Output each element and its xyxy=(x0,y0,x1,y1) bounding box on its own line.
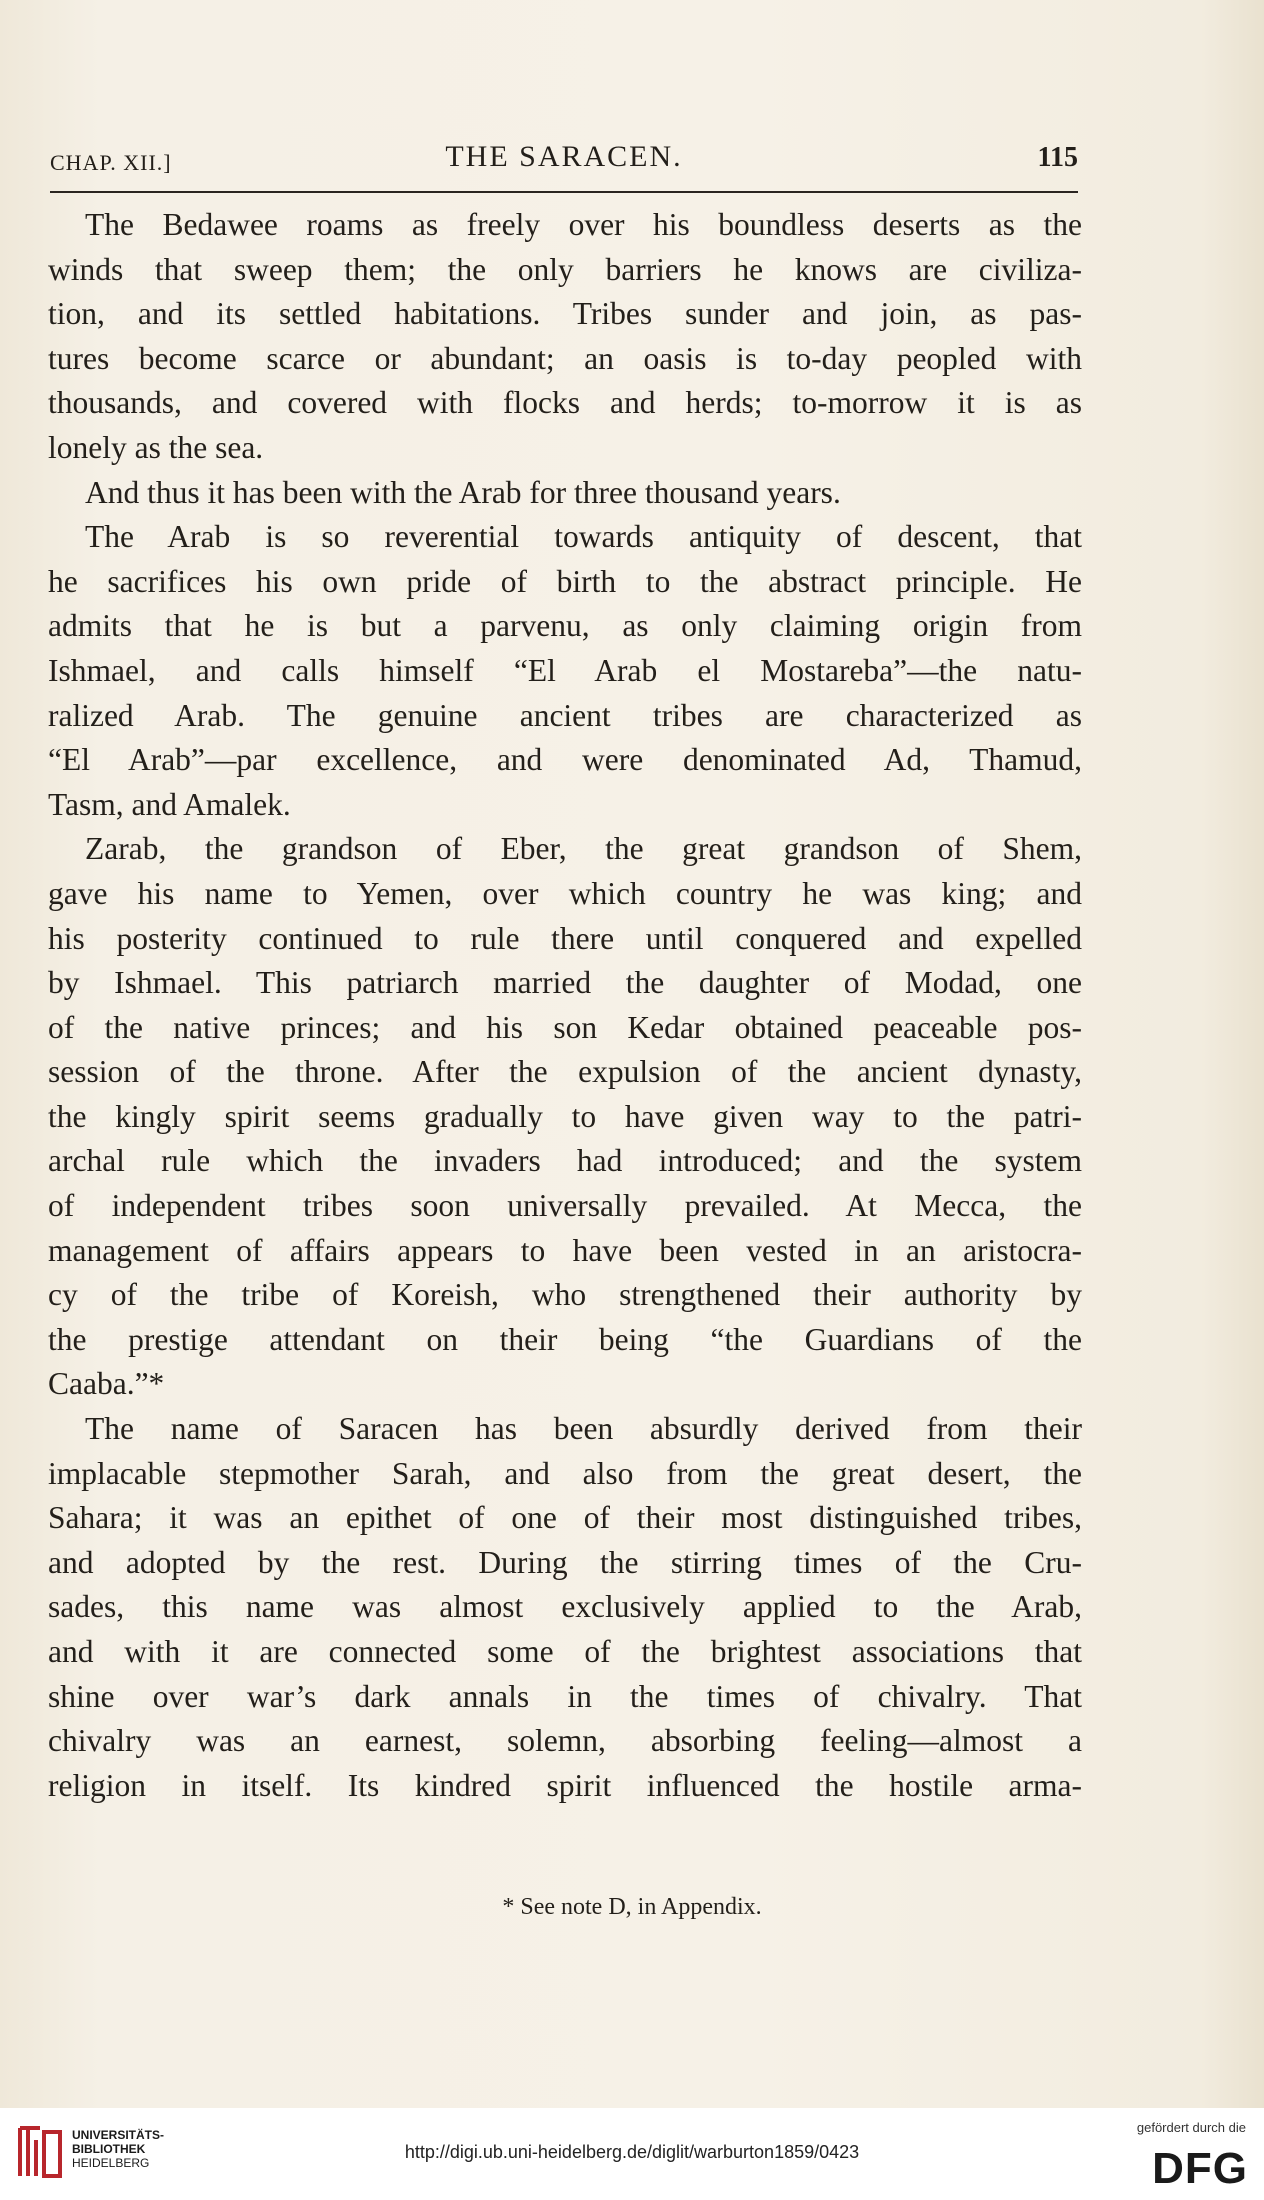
text-line: he sacrifices his own pride of birth to the abstract principle. He xyxy=(48,563,1082,599)
text-line: The Arab is so reverential towards antiquity of descent, that xyxy=(85,519,1082,555)
text-line: Sahara; it was an epithet of one of their most distinguished tribes, xyxy=(48,1500,1082,1536)
text-line: of independent tribes soon universally prevailed. At Mecca, the xyxy=(48,1188,1082,1224)
body-text xyxy=(48,203,1082,1808)
text-line: Tasm, and Amalek. xyxy=(48,786,291,822)
text-line: and adopted by the rest. During the stirring times of the Cru- xyxy=(48,1544,1082,1580)
footnote: * See note D, in Appendix. xyxy=(502,1894,762,1920)
text-line: session of the throne. After the expulsion of the ancient dynasty, xyxy=(48,1054,1082,1090)
text-line: ralized Arab. The genuine ancient tribes are characterized as xyxy=(48,697,1082,733)
permalink-url[interactable]: http://digi.ub.uni-heidelberg.de/diglit/warburton1859/0423 xyxy=(404,2142,860,2162)
text-line: the kingly spirit seems gradually to have given way to the patri- xyxy=(48,1098,1082,1134)
text-line: management of affairs appears to have been vested in an aristocra- xyxy=(48,1232,1082,1268)
page-title: THE SARACEN. xyxy=(445,140,683,173)
paragraph xyxy=(48,827,1082,872)
running-header xyxy=(50,140,1078,184)
text-line: sades, this name was almost exclusively applied to the Arab, xyxy=(48,1589,1082,1625)
paragraph xyxy=(48,471,1082,516)
text-line: shine over war’s dark annals in the times of chivalry. That xyxy=(48,1678,1082,1714)
text-line: thousands, and covered with flocks and herds; to-morrow it is as xyxy=(48,385,1082,421)
text-line: and with it are connected some of the brightest associations that xyxy=(48,1634,1082,1669)
text-line: lonely as the sea. xyxy=(48,429,264,465)
text-line: religion in itself. Its kindred spirit influenced the hostile arma- xyxy=(48,1767,1082,1803)
paragraph xyxy=(48,1407,1082,1452)
chapter-label: CHAP. XII.] xyxy=(50,150,172,175)
text-line: by Ishmael. This patriarch married the daughter of Modad, one xyxy=(48,965,1082,1001)
paragraph xyxy=(48,515,1082,560)
header-rule xyxy=(50,191,1078,193)
library-name-line: BIBLIOTHEK xyxy=(72,2142,146,2156)
text-line: archal rule which the invaders had introduced; and the system xyxy=(48,1143,1082,1179)
text-line: implacable stepmother Sarah, and also from the great desert, the xyxy=(48,1455,1082,1491)
text-line: tures become scarce or abundant; an oasis is to-day peopled with xyxy=(48,340,1082,376)
dfg-logo: DFG xyxy=(1152,2144,1248,2193)
text-line: “El Arab”—par excellence, and were denominated Ad, Thamud, xyxy=(48,742,1082,778)
text-line: tion, and its settled habitations. Tribes sunder and join, as pas- xyxy=(48,296,1082,332)
text-line: The Bedawee roams as freely over his boundless deserts as the xyxy=(85,207,1082,242)
text-line: Zarab, the grandson of Eber, the great grandson of Shem, xyxy=(85,831,1082,867)
text-line: winds that sweep them; the only barriers he knows are civiliza- xyxy=(48,251,1082,287)
text-line: the prestige attendant on their being “the Guardians of the xyxy=(48,1321,1082,1357)
text-line: And thus it has been with the Arab for three thousand years. xyxy=(85,474,841,510)
funding-label: gefördert durch die xyxy=(1136,2120,1246,2135)
paragraph xyxy=(48,203,1082,248)
text-line: Ishmael, and calls himself “El Arab el Mostareba”—the natu- xyxy=(48,652,1082,688)
page-number: 115 xyxy=(1037,142,1078,173)
text-line: admits that he is but a parvenu, as only claiming origin from xyxy=(48,608,1082,644)
text-line: cy of the tribe of Koreish, who strengthened their authority by xyxy=(48,1277,1082,1313)
text-line: The name of Saracen has been absurdly derived from their xyxy=(85,1411,1082,1447)
text-line: Caaba.”* xyxy=(48,1366,165,1402)
text-line: of the native princes; and his son Kedar obtained peaceable pos- xyxy=(48,1009,1082,1045)
library-name-line: HEIDELBERG xyxy=(72,2156,150,2170)
text-line: chivalry was an earnest, solemn, absorbing feeling—almost a xyxy=(48,1723,1082,1759)
digitization-footer xyxy=(0,2108,1264,2200)
text-line: gave his name to Yemen, over which country he was king; and xyxy=(48,875,1082,911)
text-line: his posterity continued to rule there until conquered and expelled xyxy=(48,920,1082,956)
library-name-line: UNIVERSITÄTS- xyxy=(72,2128,165,2142)
